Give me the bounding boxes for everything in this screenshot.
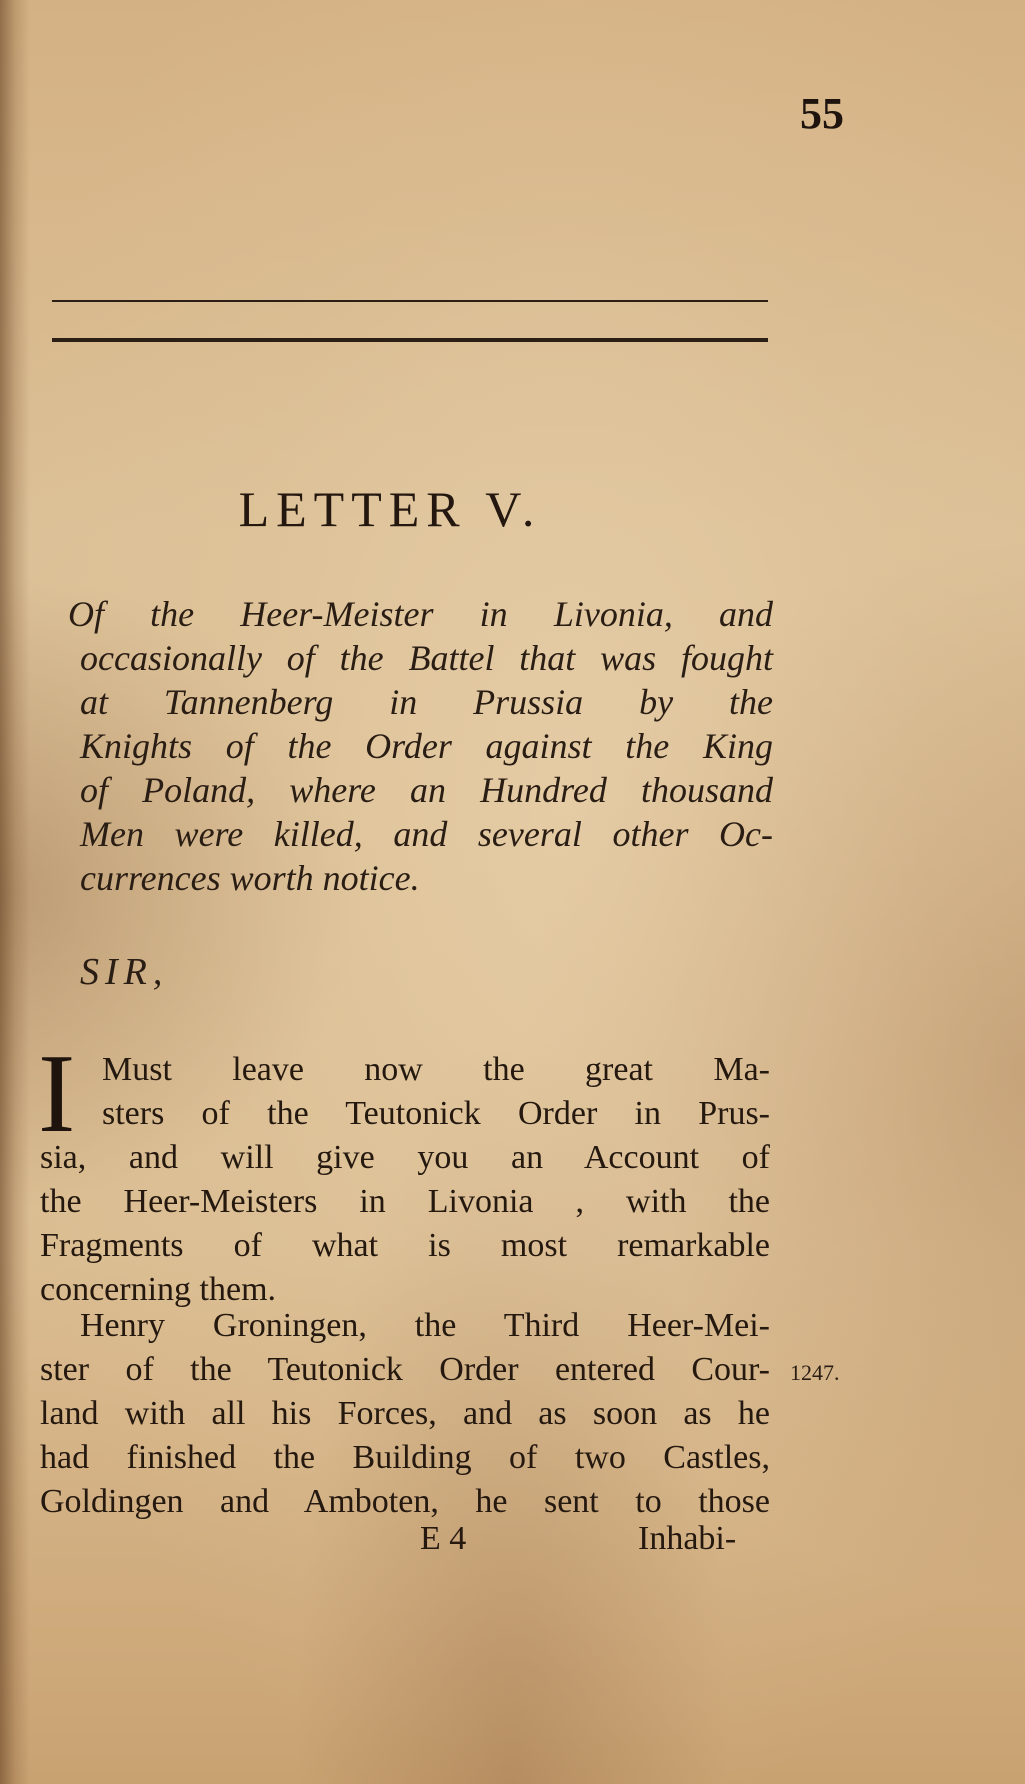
catchword: Inhabi- (638, 1520, 737, 1557)
letter-title: LETTER V. (238, 481, 542, 537)
salutation: SIR, (80, 951, 169, 993)
margin-date-note: 1247. (790, 1360, 840, 1385)
header-rule-thin (52, 300, 768, 302)
body-line: sters of the Teutonick Order in Prus- (102, 1095, 770, 1132)
signature-mark: E 4 (420, 1520, 467, 1557)
body-line: sia, and will give you an Account of (40, 1139, 770, 1176)
summary-line: Men were killed, and several other Oc- (80, 814, 773, 854)
body-line: Goldingen and Amboten, he sent to those (40, 1483, 770, 1520)
paragraph-2 (40, 1304, 770, 1524)
summary-line: at Tannenberg in Prussia by the (80, 682, 773, 722)
paragraph-1 (38, 1032, 770, 1312)
summary-line: Of the Heer-Meister in Livonia, and (68, 594, 773, 634)
body-line: concerning them. (40, 1271, 277, 1308)
summary-line: Knights of the Order against the King (80, 726, 773, 766)
body-line: ster of the Teutonick Order entered Cour- (40, 1351, 770, 1388)
letter-summary (68, 592, 773, 900)
drop-cap: I (38, 1032, 76, 1156)
page-spine-shadow (0, 0, 30, 1784)
body-line: Must leave now the great Ma- (102, 1051, 770, 1088)
body-line: the Heer-Meisters in Livonia , with the (40, 1183, 770, 1220)
body-line: Henry Groningen, the Third Heer-Mei- (80, 1307, 770, 1344)
header-rule-thick (52, 338, 768, 342)
body-line: Fragments of what is most remarkable (40, 1227, 770, 1264)
body-line: had finished the Building of two Castles, (40, 1439, 770, 1476)
summary-line: of Poland, where an Hundred thousand (80, 770, 773, 810)
summary-line: occasionally of the Battel that was fought (80, 638, 773, 678)
page-number: 55 (800, 89, 844, 138)
body-line: land with all his Forces, and as soon as he (40, 1395, 770, 1432)
summary-line: currences worth notice. (80, 858, 420, 898)
